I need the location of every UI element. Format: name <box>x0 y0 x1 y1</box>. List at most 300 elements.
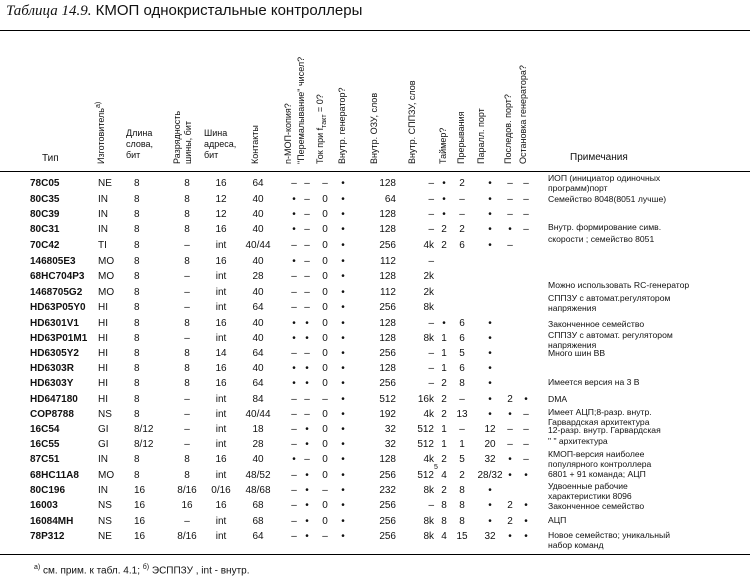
cell-nmos: • <box>292 209 296 220</box>
cell-timer <box>437 300 451 315</box>
cell-irq: – <box>459 424 465 435</box>
cell-pins: 40 <box>252 256 264 267</box>
header-addr-1: Шина <box>204 128 228 138</box>
cell-par: • <box>488 409 492 420</box>
cell-osc: • <box>341 485 345 496</box>
cell-rom: – <box>428 348 434 359</box>
cell-timer: 2 <box>441 378 447 389</box>
cell-word: 8 <box>134 209 140 220</box>
cell-crunch: – <box>304 271 310 282</box>
cell-ser <box>500 316 520 331</box>
cell-par: • <box>488 333 492 344</box>
cell-nmos: – <box>291 394 297 405</box>
cell-nmos: • <box>292 256 296 267</box>
cell-irq: 5 <box>459 348 465 359</box>
cell-curr: 0 <box>322 302 328 313</box>
cell-bus: – <box>184 424 190 435</box>
header-current: Ток при $f_{такт} = 0$? <box>315 94 328 164</box>
cell-rom: – <box>428 318 434 329</box>
cell-type: 80C39 <box>30 209 60 220</box>
cell-curr: 0 <box>322 363 328 374</box>
header-stop: Остановка генератора? <box>518 65 528 164</box>
cell-curr: 0 <box>322 409 328 420</box>
cell-crunch: – <box>304 240 310 251</box>
cell-word: 8 <box>134 287 140 298</box>
cell-addr: int <box>215 409 227 420</box>
cell-maker: HI <box>98 394 108 405</box>
cell-irq: 2 <box>459 224 465 235</box>
cell-stop <box>518 376 534 391</box>
cell-nmos: – <box>291 287 297 298</box>
cell-pins: 64 <box>252 348 264 359</box>
cell-par: • <box>488 485 492 496</box>
cell-stop <box>518 331 534 346</box>
cell-word: 16 <box>134 516 146 527</box>
cell-par: 32 <box>484 531 496 542</box>
cell-maker: GI <box>98 439 109 450</box>
cell-addr: 14 <box>215 348 227 359</box>
cell-type: 16C54 <box>30 424 60 435</box>
cell-type: 87C51 <box>30 454 60 465</box>
cell-word: 8 <box>134 348 140 359</box>
cell-pins: 64 <box>252 531 264 542</box>
cell-curr: 0 <box>322 318 328 329</box>
note-line: популярного контроллера <box>548 459 652 469</box>
cell-word: 8 <box>134 194 140 205</box>
cell-stop: • <box>524 531 528 542</box>
cell-rom: 8k <box>423 531 434 542</box>
cell-rom: – <box>428 363 434 374</box>
note-line: Законченное семейство <box>548 319 645 329</box>
cell-pins: 40 <box>252 287 264 298</box>
cell-timer: • <box>442 318 446 329</box>
cell-pins: 40 <box>252 209 264 220</box>
cell-nmos: – <box>291 439 297 450</box>
cell-word: 8 <box>134 378 140 389</box>
cell-curr: 0 <box>322 333 328 344</box>
cell-word: 8 <box>134 271 140 282</box>
cell-stop: – <box>523 439 529 450</box>
cell-bus: 8 <box>184 378 190 389</box>
cell-maker: IN <box>98 194 108 205</box>
cell-addr: int <box>215 531 227 542</box>
cell-par: • <box>488 240 492 251</box>
cell-osc: • <box>341 394 345 405</box>
cell-type: 1468705G2 <box>30 287 83 298</box>
cell-type: 80C35 <box>30 194 60 205</box>
cell-ram: 128 <box>379 209 396 220</box>
cell-maker: IN <box>98 454 108 465</box>
cell-timer: 2 <box>441 224 447 235</box>
cell-par: 12 <box>484 424 496 435</box>
cell-osc: • <box>341 409 345 420</box>
cell-osc: • <box>341 240 345 251</box>
cell-crunch: • <box>305 424 309 435</box>
cell-ram: 112 <box>380 256 396 267</box>
cell-nmos: • <box>292 333 296 344</box>
cell-timer: • <box>442 178 446 189</box>
cell-curr: 0 <box>322 516 328 527</box>
cell-pins: 48/52 <box>245 470 271 481</box>
cell-addr: int <box>215 302 227 313</box>
cell-rom: – <box>428 378 434 389</box>
cell-nmos: • <box>292 318 296 329</box>
cell-pins: 40 <box>252 363 264 374</box>
cell-ram: 232 <box>379 485 396 496</box>
cell-timer: 2 <box>441 485 447 496</box>
cell-osc: • <box>341 224 345 235</box>
cell-curr: 0 <box>322 500 328 511</box>
cell-pins: 68 <box>252 500 264 511</box>
cell-bus: 8 <box>184 224 190 235</box>
cell-timer: 8 <box>441 500 447 511</box>
cell-word: 8 <box>134 394 140 405</box>
cell-ser: – <box>507 178 513 189</box>
cell-maker: MO <box>98 271 115 282</box>
cell-crunch: • <box>305 485 309 496</box>
cell-rom: 4k <box>423 454 434 465</box>
cell-type: 70C42 <box>30 240 60 251</box>
cell-timer: 2 <box>441 454 447 465</box>
cell-addr: 16 <box>215 363 227 374</box>
header-serial: Последов. порт? <box>503 94 513 164</box>
cell-stop <box>518 483 534 498</box>
cell-pins: 40 <box>252 333 264 344</box>
cell-type: 68HC11A8 <box>30 470 79 481</box>
cell-word: 8/12 <box>134 439 154 450</box>
cell-ser: – <box>507 209 513 220</box>
cell-stop: – <box>523 454 529 465</box>
cell-timer: 4 <box>441 470 447 481</box>
cell-word: 8 <box>134 409 140 420</box>
cell-ser <box>500 376 520 391</box>
cell-ser: • <box>508 531 512 542</box>
header-nmos: n-МОП-копия? <box>283 103 293 164</box>
cell-nmos: – <box>291 500 297 511</box>
cell-addr: 16 <box>215 318 227 329</box>
cell-addr: int <box>215 287 227 298</box>
cell-par: • <box>488 318 492 329</box>
cell-ser <box>500 483 520 498</box>
cell-type: 78P312 <box>30 531 65 542</box>
cell-osc: • <box>341 271 345 282</box>
cell-timer: 1 <box>441 424 447 435</box>
cell-stop <box>518 300 534 315</box>
table-title: КМОП однокристальные контроллеры <box>95 2 363 19</box>
cell-bus: – <box>184 439 190 450</box>
cell-stop <box>518 254 534 269</box>
cell-crunch: • <box>305 500 309 511</box>
cell-ram: 128 <box>379 178 396 189</box>
cell-irq: 6 <box>459 363 465 374</box>
cell-bus: – <box>184 394 190 405</box>
cell-timer <box>437 269 451 284</box>
cell-ser: – <box>507 424 513 435</box>
cell-addr: int <box>215 394 227 405</box>
cell-maker: TI <box>98 240 107 251</box>
cell-addr: int <box>215 271 227 282</box>
header-pins: Контакты <box>250 125 260 164</box>
cell-pins: 40/44 <box>245 240 271 251</box>
cell-addr: int <box>215 240 227 251</box>
cell-type: 146805E3 <box>30 256 76 267</box>
cell-maker: NS <box>98 500 112 511</box>
cell-timer: 1 <box>441 363 447 374</box>
cell-rom: 16k <box>417 394 434 405</box>
cell-irq: – <box>459 209 465 220</box>
cell-type: HD63P01M1 <box>30 333 88 344</box>
cell-stop <box>518 346 534 361</box>
cell-ser: • <box>508 224 512 235</box>
cell-bus: 8 <box>184 256 190 267</box>
note-line: АЦП <box>548 515 567 525</box>
cell-irq <box>452 269 472 284</box>
cell-crunch: • <box>305 378 309 389</box>
cell-stop: • <box>524 470 528 481</box>
cell-stop: – <box>523 209 529 220</box>
cell-curr: – <box>322 178 328 189</box>
cell-curr: 0 <box>322 209 328 220</box>
cell-addr: int <box>215 333 227 344</box>
cell-crunch: • <box>305 531 309 542</box>
cell-curr: – <box>322 531 328 542</box>
cell-ram: 128 <box>379 318 396 329</box>
cell-type: 80C31 <box>30 224 60 235</box>
cell-crunch: • <box>305 318 309 329</box>
cell-pins: 84 <box>252 394 264 405</box>
cell-bus: – <box>184 271 190 282</box>
cell-timer: 2 <box>441 394 447 405</box>
cell-nmos: • <box>292 194 296 205</box>
cell-type: HD6305Y2 <box>30 348 79 359</box>
cell-osc: • <box>341 318 345 329</box>
cell-maker: HI <box>98 318 108 329</box>
cell-stop: – <box>523 409 529 420</box>
cell-type: 16C55 <box>30 439 60 450</box>
cell-curr: 0 <box>322 378 328 389</box>
cell-ram: 256 <box>379 470 396 481</box>
cell-osc: • <box>341 378 345 389</box>
note-line: Имеет АЦП;8-разр. внутр. <box>548 407 652 417</box>
cell-crunch: • <box>305 470 309 481</box>
note-line: Новое семейство; уникальный <box>548 530 671 540</box>
cell-crunch: • <box>305 363 309 374</box>
cell-pins: 64 <box>252 178 264 189</box>
cell-nmos: – <box>291 348 297 359</box>
cell-curr: 0 <box>322 424 328 435</box>
cell-timer: • <box>442 194 446 205</box>
cell-word: 8 <box>134 178 140 189</box>
header-notes: Примечания <box>570 152 628 163</box>
cell-stop <box>518 269 534 284</box>
cell-osc: • <box>341 256 345 267</box>
note-line: Гарвардская архитектура <box>548 417 650 427</box>
cell-osc: • <box>341 333 345 344</box>
cell-word: 8 <box>134 363 140 374</box>
cell-ram: 128 <box>379 363 396 374</box>
note-line: 12-разр. внутр. Гарвардская <box>548 425 661 435</box>
cell-type: HD6303Y <box>30 378 74 389</box>
cell-pins: 68 <box>252 516 264 527</box>
cell-pins: 40 <box>252 194 264 205</box>
cell-stop: – <box>523 224 529 235</box>
cell-par: • <box>488 194 492 205</box>
note-line: Можно использовать RC-генератор <box>548 280 690 290</box>
cell-timer: 1 <box>441 439 447 450</box>
cell-addr: int <box>215 439 227 450</box>
cell-nmos: – <box>291 409 297 420</box>
cell-pins: 48/68 <box>245 485 271 496</box>
cell-curr: 0 <box>322 224 328 235</box>
cell-osc: • <box>341 348 345 359</box>
cell-irq: 2 <box>459 178 465 189</box>
cell-par: • <box>488 178 492 189</box>
cell-irq: 8 <box>459 516 465 527</box>
note-line: СППЗУ с автомат. регулятором <box>548 330 673 340</box>
note-line: Удвоенные рабочие <box>548 481 628 491</box>
cell-crunch: • <box>305 516 309 527</box>
cell-par: • <box>488 500 492 511</box>
cell-rom: 8k <box>423 516 434 527</box>
cell-maker: GI <box>98 424 109 435</box>
cell-bus: 8/16 <box>177 485 197 496</box>
cell-stop: • <box>524 500 528 511</box>
cell-ram: 128 <box>379 454 396 465</box>
cell-irq: 2 <box>459 470 465 481</box>
cell-ser: • <box>508 454 512 465</box>
cell-osc: • <box>341 209 345 220</box>
note-line: скорости ; семейство 8051 <box>548 234 655 244</box>
cell-rom: – <box>428 256 434 267</box>
cell-type: HD6303R <box>30 363 74 374</box>
header-interrupts: Прерывания <box>456 111 466 164</box>
cell-crunch: • <box>305 439 309 450</box>
cell-ser: 2 <box>507 394 513 405</box>
cell-type: 80C196 <box>30 485 66 496</box>
cell-ser: 2 <box>507 516 513 527</box>
cell-crunch: – <box>304 409 310 420</box>
cell-par: • <box>488 209 492 220</box>
header-addr-3: бит <box>204 150 219 160</box>
cell-bus: 8 <box>184 209 190 220</box>
cell-pins: 18 <box>252 424 264 435</box>
cell-crunch: – <box>304 224 310 235</box>
cell-ser <box>500 269 520 284</box>
cell-word: 16 <box>134 500 146 511</box>
cell-irq: 1 <box>459 439 465 450</box>
cell-osc: • <box>341 516 345 527</box>
cell-stop <box>518 238 534 253</box>
cell-irq: – <box>459 394 465 405</box>
cell-nmos: • <box>292 363 296 374</box>
header-bus-1: Разрядность <box>172 110 182 164</box>
cell-osc: • <box>341 454 345 465</box>
cell-nmos: • <box>292 224 296 235</box>
cell-maker: IN <box>98 224 108 235</box>
cell-rom: 8k <box>423 485 434 496</box>
header-type: Тип <box>42 153 59 164</box>
footnote: $^{а)}$ см. прим. к табл. 4.1; $^{б)}$ ЭСППЗУ , int - внутр. <box>34 564 250 577</box>
cell-crunch: – <box>304 256 310 267</box>
cell-timer: 4 <box>441 531 447 542</box>
cell-ser <box>500 300 520 315</box>
cell-irq: 6 <box>459 333 465 344</box>
cell-bus: – <box>184 409 190 420</box>
cell-bus: 8 <box>184 363 190 374</box>
cell-type: HD63P05Y0 <box>30 302 86 313</box>
cell-rom: 2k <box>423 287 434 298</box>
cell-ser <box>500 361 520 376</box>
note-line: СППЗУ с автомат.регулятором <box>548 293 671 303</box>
cell-par: 20 <box>484 439 496 450</box>
cell-ram: 32 <box>384 424 396 435</box>
cell-rom: 8k <box>423 302 434 313</box>
cell-rom: 4k <box>423 409 434 420</box>
cell-curr: 0 <box>322 439 328 450</box>
cell-stop <box>518 361 534 376</box>
cell-rom: – <box>428 224 434 235</box>
cell-ser <box>500 346 520 361</box>
cell-type: HD6301V1 <box>30 318 79 329</box>
cell-rom: – <box>428 500 434 511</box>
cell-ser: • <box>508 470 512 481</box>
note-line: программ)порт <box>548 183 608 193</box>
cell-pins: 64 <box>252 378 264 389</box>
cell-irq: 8 <box>459 378 465 389</box>
cell-osc: • <box>341 500 345 511</box>
note-line: напряжения <box>548 303 597 313</box>
cell-addr: 16 <box>215 378 227 389</box>
cell-nmos: • <box>292 378 296 389</box>
cell-crunch: • <box>305 333 309 344</box>
cell-pins: 28 <box>252 271 264 282</box>
cell-timer: 1 <box>441 348 447 359</box>
cell-maker: IN <box>98 209 108 220</box>
cell-stop: – <box>523 178 529 189</box>
page-title <box>6 2 362 20</box>
note-line: ИОП (инициатор одиночных <box>548 173 661 183</box>
cell-stop: – <box>523 194 529 205</box>
cell-nmos: – <box>291 485 297 496</box>
note-line: Законченное семейство <box>548 501 645 511</box>
cell-nmos: • <box>292 454 296 465</box>
note-line: Много шин BB <box>548 348 606 358</box>
cell-maker: HI <box>98 333 108 344</box>
cell-maker: NE <box>98 531 112 542</box>
cell-osc: • <box>341 194 345 205</box>
cell-maker: HI <box>98 348 108 359</box>
cell-addr: 16 <box>215 500 227 511</box>
cell-par: 28/32 <box>477 470 503 481</box>
cell-irq: 5 <box>459 454 465 465</box>
cell-timer: 2 <box>441 409 447 420</box>
cell-bus: 8 <box>184 318 190 329</box>
cell-rom: 2k <box>423 271 434 282</box>
cell-nmos: – <box>291 424 297 435</box>
cell-addr: 16 <box>215 224 227 235</box>
note-line: DMA <box>548 394 568 404</box>
cell-word: 16 <box>134 485 146 496</box>
cell-timer: • <box>442 209 446 220</box>
cell-ser <box>500 331 520 346</box>
cell-stop: – <box>523 424 529 435</box>
cell-bus: 8 <box>184 454 190 465</box>
cell-addr: 0/16 <box>211 485 231 496</box>
cell-maker: HI <box>98 302 108 313</box>
cell-word: 8 <box>134 224 140 235</box>
cell-pins: 40 <box>252 224 264 235</box>
cell-irq <box>452 300 472 315</box>
